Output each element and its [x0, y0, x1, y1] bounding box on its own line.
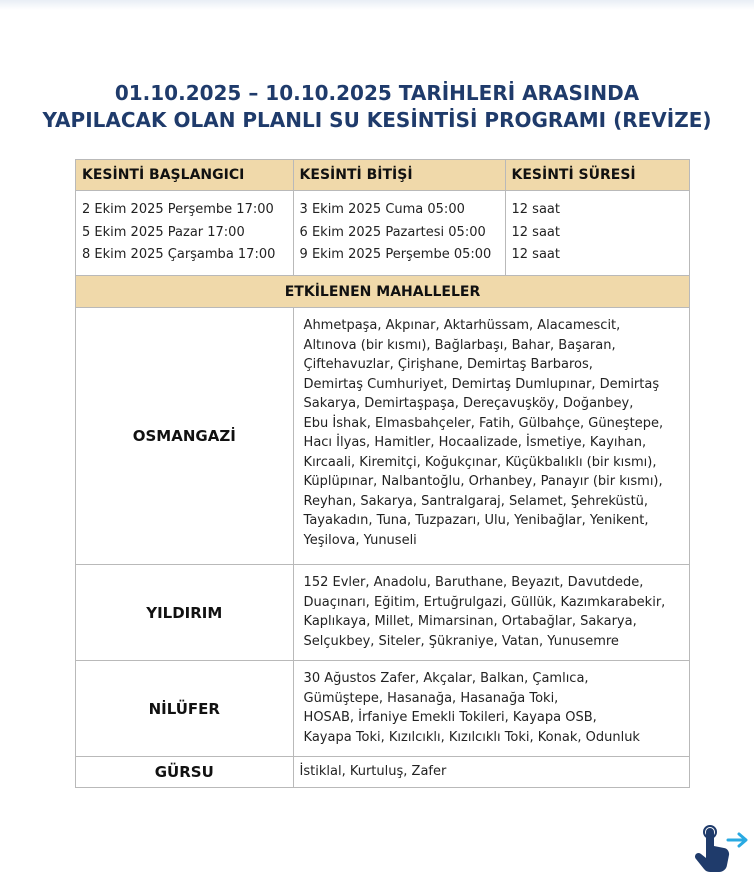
- neighborhood-line: Selçukbey, Siteler, Şükraniye, Vatan, Yunusemre: [303, 633, 619, 649]
- end-time: 3 Ekim 2025 Cuma 05:00: [299, 202, 465, 217]
- hand-swipe-icon[interactable]: [694, 824, 752, 874]
- neighborhood-line: Demirtaş Cumhuriyet, Demirtaş Dumlupınar, Demirtaş: [303, 376, 660, 392]
- district-row-yildirim: [76, 565, 690, 661]
- end-times-cell: [293, 191, 505, 276]
- affected-neighborhoods-header: ETKİLENEN MAHALLELER: [76, 276, 690, 308]
- district-row-nilufer: [76, 661, 690, 757]
- start-time: 2 Ekim 2025 Perşembe 17:00: [82, 202, 274, 217]
- neighborhood-list: [293, 757, 689, 788]
- title-line-2: YAPILACAK OLAN PLANLI SU KESİNTİSİ PROGRAMI (REVİZE): [42, 108, 712, 132]
- start-times-cell: [76, 191, 294, 276]
- neighborhood-line: Ebu İshak, Elmasbahçeler, Fatih, Gülbahçe, Güneştepe,: [303, 415, 664, 431]
- duration: 12 saat: [511, 247, 560, 262]
- neighborhood-line: Tayakadın, Tuna, Tuzpazarı, Ulu, Yenibağlar, Yenikent,: [303, 513, 649, 528]
- district-name: OSMANGAZİ: [76, 308, 294, 565]
- neighborhood-line: Reyhan, Sakarya, Santralgaraj, Selamet, Şehreküstü,: [303, 493, 649, 509]
- district-row-gursu: [76, 757, 690, 788]
- start-time: 5 Ekim 2025 Pazar 17:00: [82, 224, 245, 240]
- neighborhood-line: HOSAB, İrfaniye Emekli Tokileri, Kayapa OSB,: [303, 710, 597, 725]
- table-header-row: [76, 160, 690, 191]
- section-header-row: [76, 276, 690, 308]
- header-duration: KESİNTİ SÜRESİ: [505, 160, 690, 191]
- neighborhood-line: Yeşilova, Yunuseli: [303, 532, 417, 548]
- title-line-1: 01.10.2025 – 10.10.2025 TARİHLERİ ARASINDA: [114, 81, 640, 105]
- neighborhood-list: [293, 308, 689, 565]
- page-title: [0, 80, 754, 134]
- schedule-row: [76, 191, 690, 276]
- neighborhood-line: Küplüpınar, Nalbantoğlu, Orhanbey, Panayır (bir kısmı),: [303, 474, 663, 489]
- neighborhood-line: Kırcaali, Kiremitçi, Koğukçınar, Küçükbalıklı (bir kısmı),: [303, 454, 657, 470]
- neighborhood-list: [293, 565, 689, 661]
- duration: 12 saat: [511, 202, 560, 217]
- end-time: 9 Ekim 2025 Perşembe 05:00: [299, 247, 492, 262]
- neighborhood-line: Hacı İlyas, Hamitler, Hocaalizade, İsmetiye, Kayıhan,: [303, 435, 647, 450]
- neighborhood-line: Kaplıkaya, Millet, Mimarsinan, Ortabağlar, Sakarya,: [303, 614, 637, 629]
- district-name: GÜRSU: [76, 757, 294, 788]
- neighborhood-line: Kayapa Toki, Kızılcıklı, Kızılcıklı Toki, Konak, Odunluk: [303, 729, 640, 745]
- neighborhood-line: Çiftehavuzlar, Çirişhane, Demirtaş Barbaros,: [303, 357, 593, 372]
- neighborhood-line: 30 Ağustos Zafer, Akçalar, Balkan, Çamlıca,: [303, 671, 589, 686]
- neighborhood-line: Gümüştepe, Hasanağa, Hasanağa Toki,: [303, 690, 559, 706]
- neighborhood-line: İstiklal, Kurtuluş, Zafer: [299, 764, 447, 779]
- end-time: 6 Ekim 2025 Pazartesi 05:00: [299, 224, 486, 240]
- durations-cell: [505, 191, 690, 276]
- neighborhood-line: Altınova (bir kısmı), Bağlarbaşı, Bahar, Başaran,: [303, 337, 616, 353]
- duration: 12 saat: [511, 224, 560, 240]
- outage-table: [75, 159, 690, 788]
- district-name: YILDIRIM: [76, 565, 294, 661]
- district-row-osmangazi: [76, 308, 690, 565]
- header-end: KESİNTİ BİTİŞİ: [293, 160, 505, 191]
- top-strip: [0, 0, 754, 10]
- neighborhood-line: Ahmetpaşa, Akpınar, Aktarhüssam, Alacamescit,: [303, 318, 621, 333]
- neighborhood-list: [293, 661, 689, 757]
- district-name: NİLÜFER: [76, 661, 294, 757]
- neighborhood-line: Sakarya, Demirtaşpaşa, Dereçavuşköy, Doğanbey,: [303, 396, 634, 411]
- neighborhood-line: Duaçınarı, Eğitim, Ertuğrulgazi, Güllük, Kazımkarabekir,: [303, 594, 666, 610]
- header-start: KESİNTİ BAŞLANGICI: [76, 160, 294, 191]
- neighborhood-line: 152 Evler, Anadolu, Baruthane, Beyazıt, Davutdede,: [303, 575, 644, 590]
- start-time: 8 Ekim 2025 Çarşamba 17:00: [82, 247, 276, 262]
